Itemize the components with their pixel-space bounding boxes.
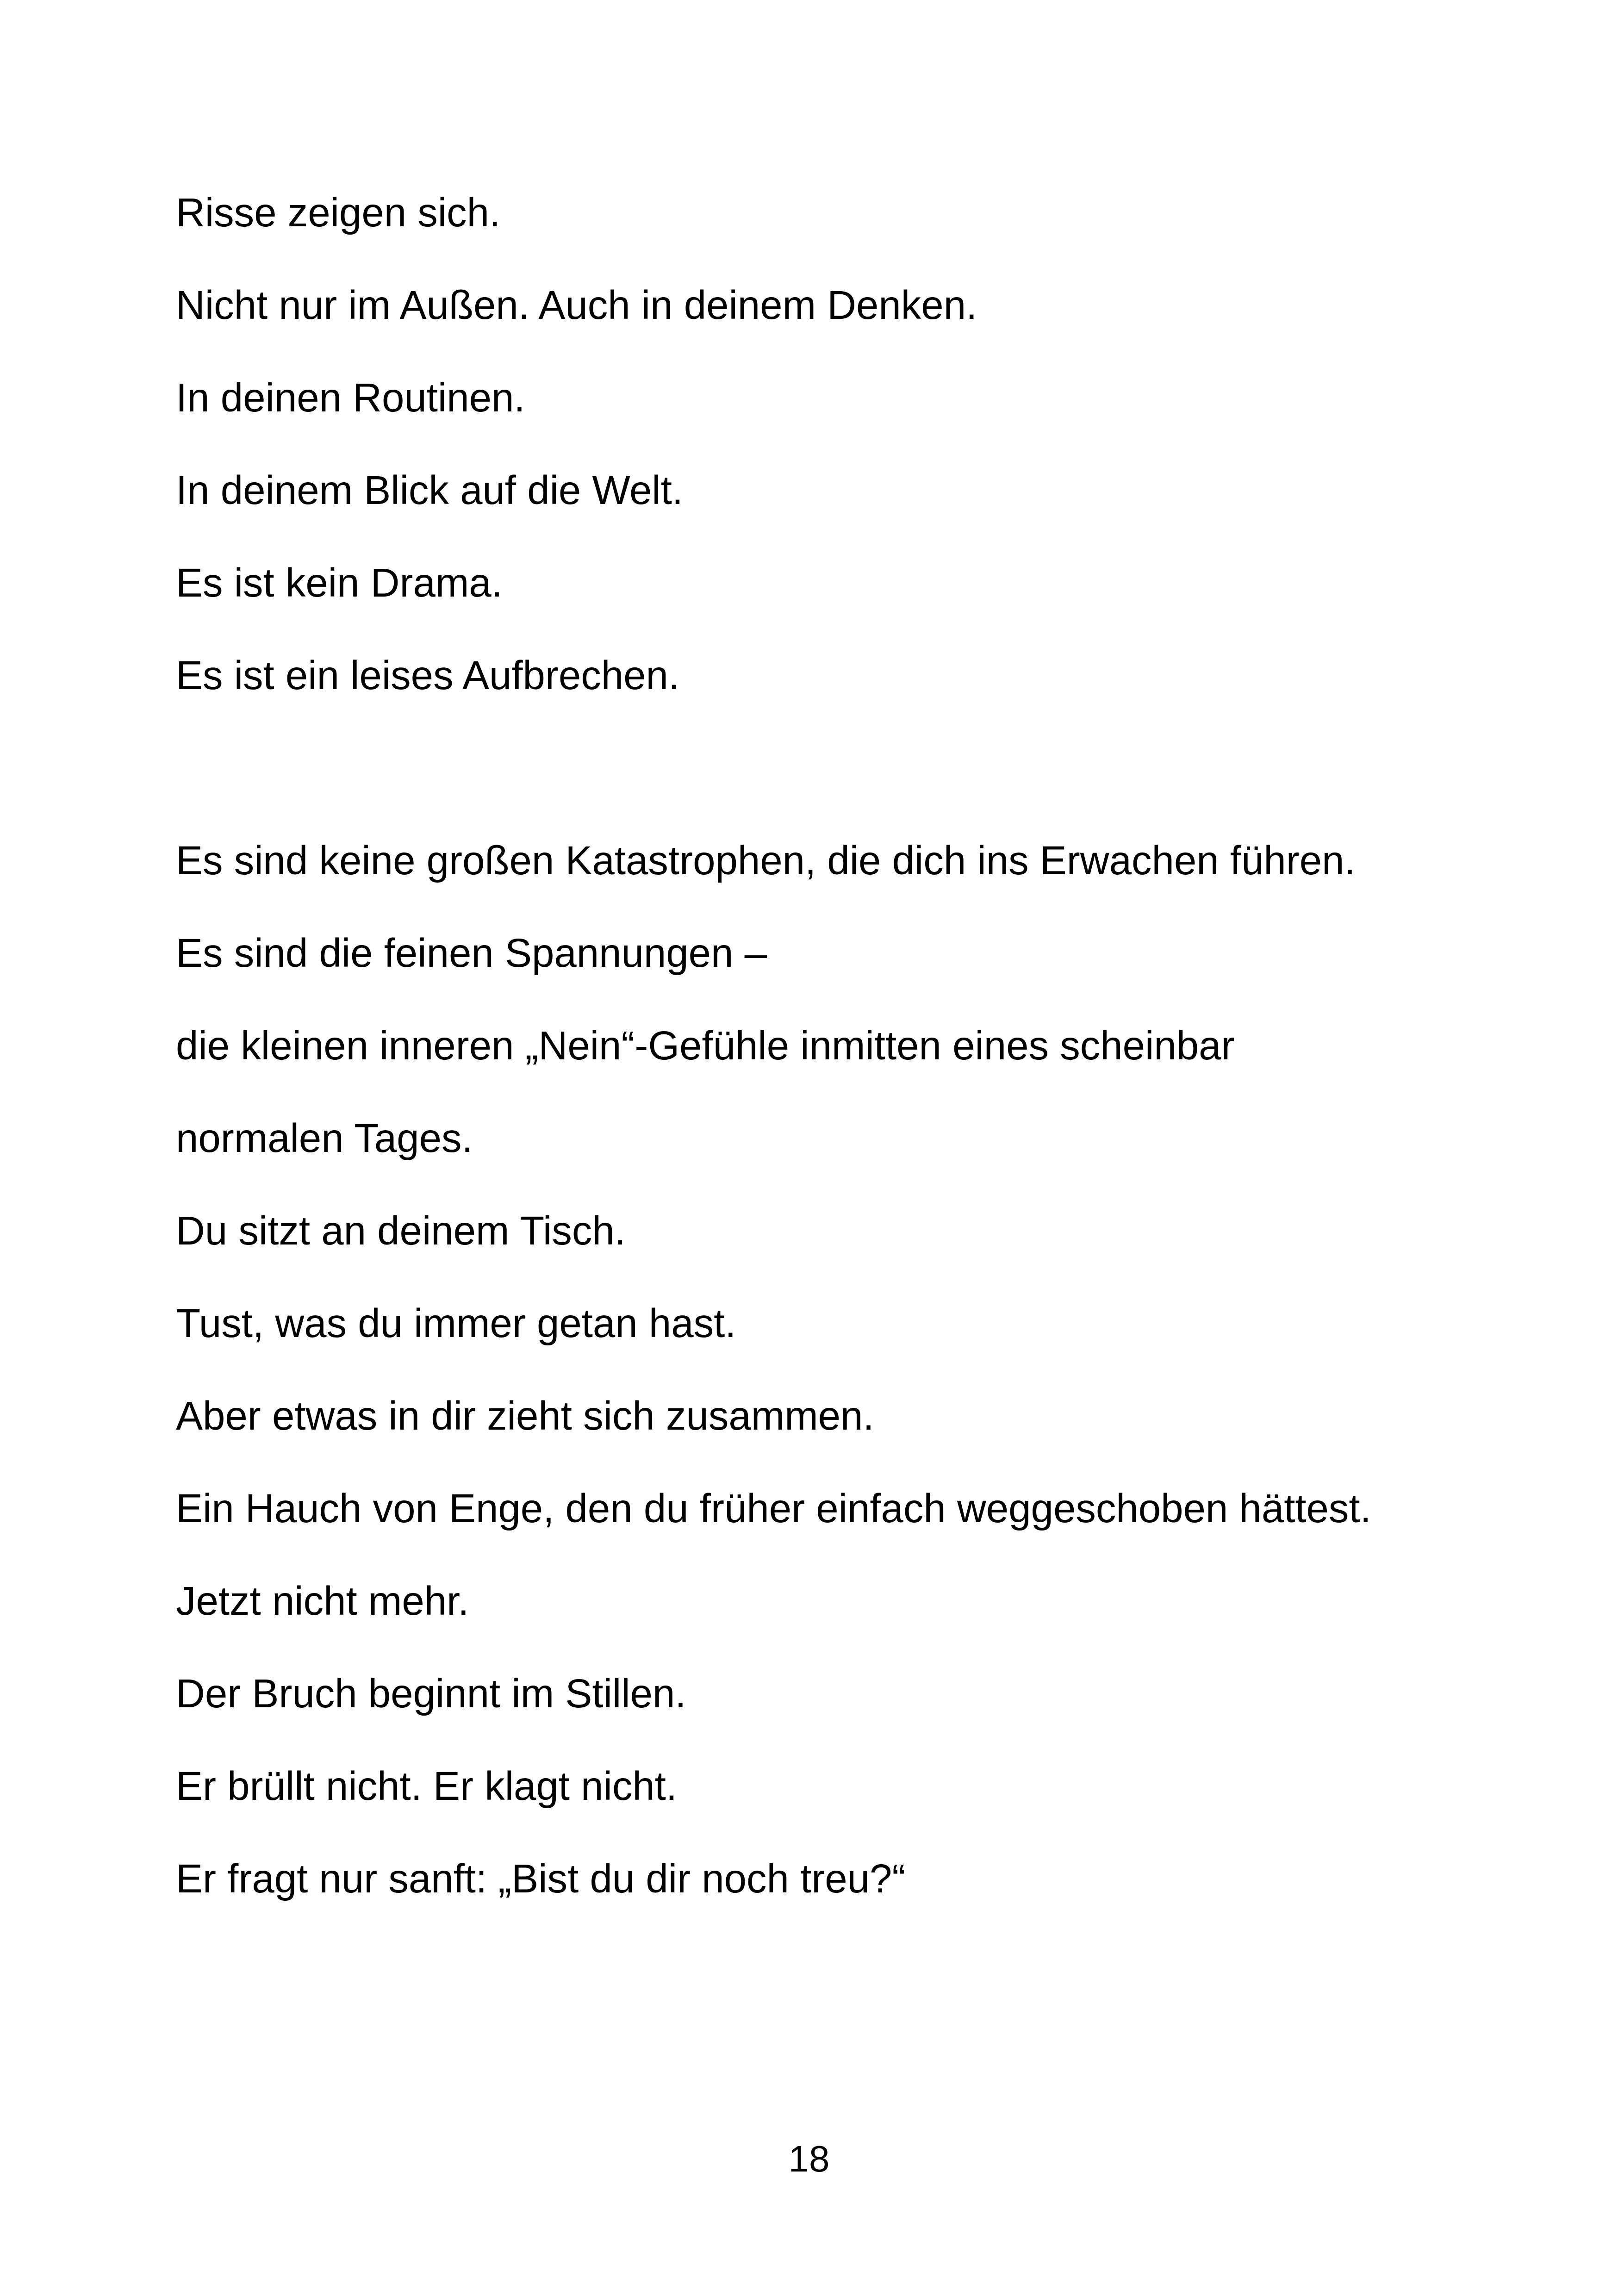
- text-line: Der Bruch beginnt im Stillen.: [176, 1671, 686, 1716]
- text-line: Tust, was du immer getan hast.: [176, 1301, 736, 1346]
- text-line: Es ist ein leises Aufbrechen.: [176, 653, 680, 698]
- text-line: In deinem Blick auf die Welt.: [176, 468, 684, 513]
- text-line: Es ist kein Drama.: [176, 560, 503, 605]
- text-line: Nicht nur im Außen. Auch in deinem Denken.: [176, 283, 977, 328]
- text-line: normalen Tages.: [176, 1116, 473, 1161]
- text-line: Risse zeigen sich.: [176, 190, 501, 235]
- text-line: Es sind die feinen Spannungen –: [176, 931, 767, 976]
- text-line: Es sind keine großen Katastrophen, die dich ins Erwachen führen.: [176, 838, 1356, 883]
- text-line: In deinen Routinen.: [176, 375, 525, 420]
- text-line: Er brüllt nicht. Er klagt nicht.: [176, 1764, 678, 1809]
- text-line: Du sitzt an deinem Tisch.: [176, 1208, 626, 1253]
- text-line: Jetzt nicht mehr.: [176, 1579, 469, 1624]
- text-line: Er fragt nur sanft: „Bist du dir noch treu?“: [176, 1856, 906, 1901]
- text-line: Aber etwas in dir zieht sich zusammen.: [176, 1394, 874, 1438]
- text-line: Ein Hauch von Enge, den du früher einfach weggeschoben hättest.: [176, 1486, 1371, 1531]
- text-line: die kleinen inneren „Nein“-Gefühle inmitten eines scheinbar: [176, 1023, 1235, 1068]
- page-number: 18: [788, 2138, 830, 2179]
